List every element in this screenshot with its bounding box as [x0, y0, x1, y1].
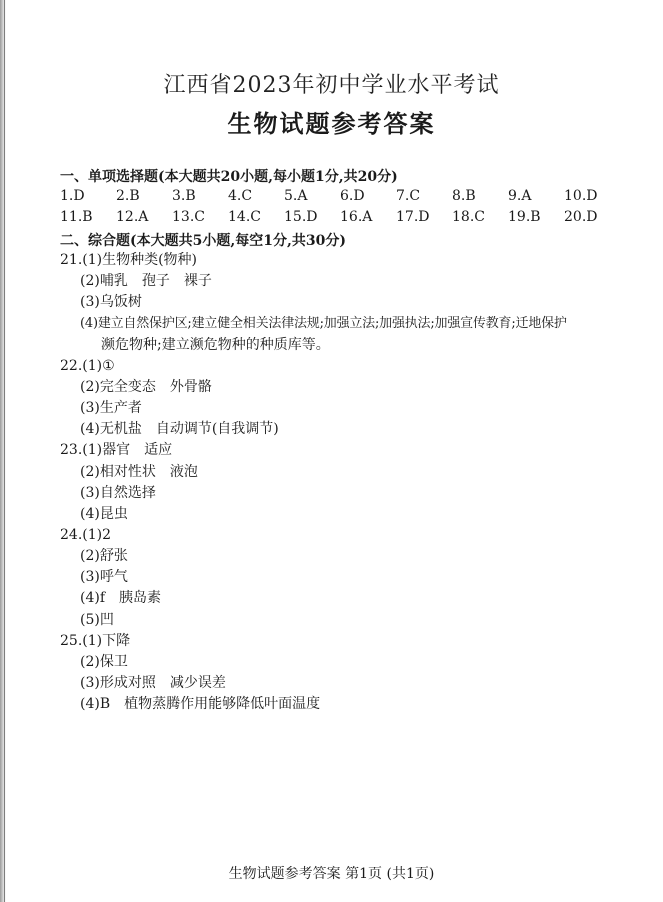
answer-line: (2)舒张 [80, 548, 128, 564]
answer-line: (2)相对性状 液泡 [80, 464, 198, 480]
answer-line: (2)完全变态 外骨骼 [80, 379, 212, 395]
mc-answer: 1.D [60, 188, 85, 204]
answer-line: (2)哺乳 孢子 裸子 [80, 273, 212, 289]
answer-line: (4)昆虫 [80, 506, 128, 522]
answer-line: (5)凹 [80, 612, 114, 628]
mc-answer: 9.A [508, 188, 532, 204]
answer-line: (3)自然选择 [80, 485, 156, 501]
mc-answer: 17.D [396, 209, 430, 225]
answer-line: (3)乌饭树 [80, 294, 142, 310]
mc-answer: 2.B [116, 188, 140, 204]
section2-heading: 二、综合题(本大题共5小题,每空1分,共30分) [60, 233, 346, 249]
mc-answer: 16.A [340, 209, 373, 225]
mc-answer: 8.B [452, 188, 476, 204]
mc-answer: 5.A [284, 188, 308, 204]
answer-line: (3)形成对照 减少误差 [80, 675, 226, 691]
answer-line: (4)B 植物蒸腾作用能够降低叶面温度 [80, 696, 321, 712]
mc-answer: 13.C [172, 209, 205, 225]
mc-answer: 6.D [340, 188, 365, 204]
mc-answer: 20.D [564, 209, 598, 225]
answer-line: 21.(1)生物种类(物种) [60, 252, 198, 268]
mc-answer: 10.D [564, 188, 598, 204]
section1-heading: 一、单项选择题(本大题共20小题,每小题1分,共20分) [60, 169, 398, 185]
answer-line: 22.(1)① [60, 358, 115, 374]
answer-line: 濒危物种;建立濒危物种的种质库等。 [101, 337, 330, 353]
page-footer: 生物试题参考答案 第1页 (共1页) [228, 866, 435, 882]
mc-answer: 15.D [284, 209, 318, 225]
exam-title: 江西省2023年初中学业水平考试 [163, 73, 500, 98]
document-title: 生物试题参考答案 [227, 109, 436, 138]
answer-line: (4)建立自然保护区;建立健全相关法律法规;加强立法;加强执法;加强宣传教育;迁地保护 [80, 316, 567, 331]
answer-line: 25.(1)下降 [60, 633, 131, 649]
mc-answer: 18.C [452, 209, 485, 225]
answer-line: (4)无机盐 自动调节(自我调节) [80, 421, 279, 437]
mc-answer: 19.B [508, 209, 541, 225]
answer-line: (4)f 胰岛素 [80, 590, 162, 606]
answer-line: (3)呼气 [80, 569, 128, 585]
mc-answer: 14.C [228, 209, 261, 225]
answer-line: 23.(1)器官 适应 [60, 442, 173, 458]
mc-answer: 12.A [116, 209, 149, 225]
answer-line: (2)保卫 [80, 654, 128, 670]
mc-answer: 7.C [396, 188, 421, 204]
mc-answer: 3.B [172, 188, 196, 204]
answer-line: (3)生产者 [80, 400, 142, 416]
mc-answer: 4.C [228, 188, 253, 204]
mc-answer: 11.B [60, 209, 93, 225]
answer-line: 24.(1)2 [60, 527, 112, 543]
